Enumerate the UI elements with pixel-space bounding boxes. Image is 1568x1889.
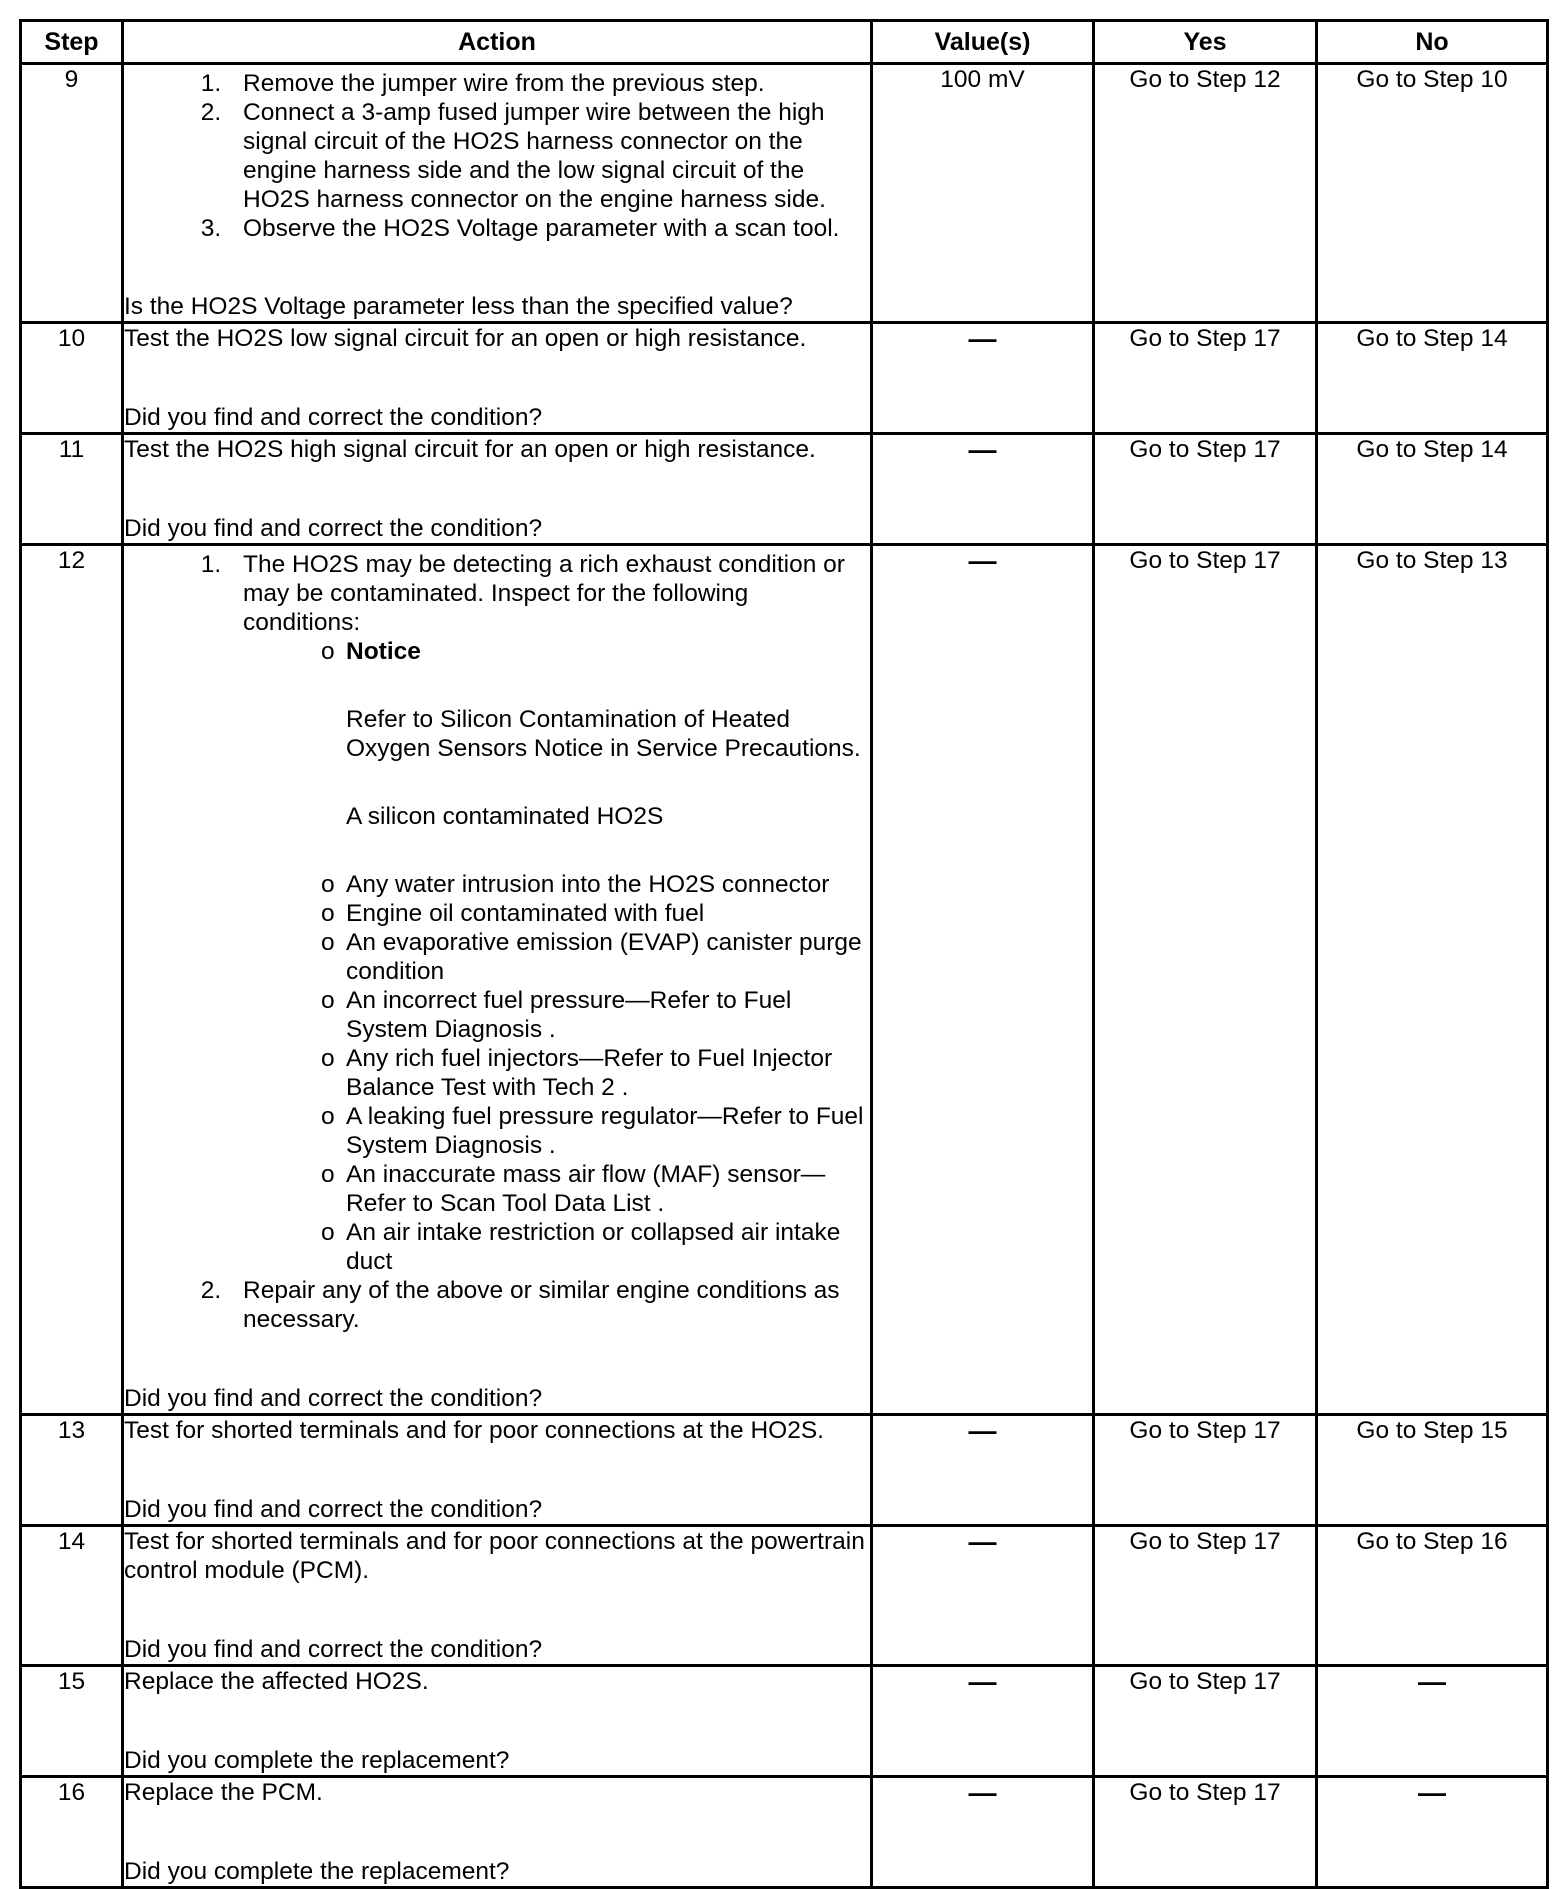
value-dash: — <box>968 1526 997 1557</box>
action-cell <box>123 1666 872 1777</box>
action-cell <box>123 1777 872 1888</box>
diagnostic-table <box>19 19 1549 1889</box>
header-values: Value(s) <box>872 21 1094 64</box>
header-step: Step <box>21 21 123 64</box>
action-step-text: The HO2S may be detecting a rich exhaust condition or may be contaminated. Inspect for the following conditions: <box>243 551 845 636</box>
value-cell: 100 mV <box>872 64 1094 323</box>
action-question: Did you find and correct the condition? <box>124 515 543 542</box>
value-cell <box>872 323 1094 434</box>
bullet: o <box>321 1219 335 1246</box>
action-cell <box>123 64 872 323</box>
condition-item <box>243 928 870 986</box>
condition-text: A leaking fuel pressure regulator—Refer to Fuel System Diagnosis . <box>346 1103 864 1159</box>
condition-text: An inaccurate mass air flow (MAF) sensor—Refer to Scan Tool Data List . <box>346 1161 826 1217</box>
bullet: o <box>321 871 335 898</box>
table-row <box>21 64 1548 323</box>
value-dash: — <box>968 323 997 354</box>
bullet: o <box>321 900 335 927</box>
action-cell <box>123 323 872 434</box>
notice-item-text: A silicon contaminated HO2S <box>346 803 664 830</box>
condition-list <box>243 637 870 1276</box>
no-cell: Go to Step 14 <box>1317 323 1548 434</box>
no-cell: Go to Step 14 <box>1317 434 1548 545</box>
bullet: o <box>321 638 335 665</box>
action-steps <box>124 550 870 1334</box>
bullet: o <box>321 929 335 956</box>
value-cell <box>872 1777 1094 1888</box>
action-question: Did you find and correct the condition? <box>124 404 543 431</box>
yes-cell: Go to Step 17 <box>1094 323 1317 434</box>
value-cell <box>872 434 1094 545</box>
condition-item <box>243 1044 870 1102</box>
table-row <box>21 323 1548 434</box>
step-number: 11 <box>21 434 123 545</box>
yes-cell: Go to Step 17 <box>1094 1777 1317 1888</box>
header-row <box>21 21 1548 64</box>
condition-text: An evaporative emission (EVAP) canister purge condition <box>346 929 862 985</box>
action-cell <box>123 1526 872 1666</box>
no-dash: — <box>1418 1666 1446 1697</box>
value-cell <box>872 1526 1094 1666</box>
bullet: o <box>321 987 335 1014</box>
action-question: Did you complete the replacement? <box>124 1747 510 1774</box>
step-number: 9 <box>21 64 123 323</box>
header-no: No <box>1317 21 1548 64</box>
condition-item <box>243 1160 870 1218</box>
action-cell <box>123 1415 872 1526</box>
table-row <box>21 545 1548 1415</box>
step-number: 13 <box>21 1415 123 1526</box>
action-text: Test the HO2S low signal circuit for an open or high resistance. <box>124 325 807 352</box>
no-cell <box>1317 1777 1548 1888</box>
notice-title: Notice <box>346 638 421 665</box>
value-dash: — <box>968 434 997 465</box>
action-step <box>228 550 870 1276</box>
yes-cell: Go to Step 17 <box>1094 434 1317 545</box>
yes-cell: Go to Step 17 <box>1094 1526 1317 1666</box>
action-steps <box>124 69 870 243</box>
action-cell <box>123 434 872 545</box>
notice-item <box>243 637 870 831</box>
value-dash: — <box>968 545 997 576</box>
condition-item <box>243 870 870 899</box>
action-step: 1. Remove the jumper wire from the previous step. <box>228 69 870 98</box>
value-dash: — <box>968 1415 997 1446</box>
value-cell <box>872 1415 1094 1526</box>
step-number: 10 <box>21 323 123 434</box>
no-cell: Go to Step 16 <box>1317 1526 1548 1666</box>
bullet: o <box>321 1103 335 1130</box>
table-row <box>21 434 1548 545</box>
no-cell: Go to Step 13 <box>1317 545 1548 1415</box>
table-row <box>21 1415 1548 1526</box>
no-dash: — <box>1418 1777 1446 1808</box>
step-number: 15 <box>21 1666 123 1777</box>
table-row <box>21 1666 1548 1777</box>
action-text: Test the HO2S high signal circuit for an open or high resistance. <box>124 436 816 463</box>
condition-item <box>243 1218 870 1276</box>
yes-cell: Go to Step 12 <box>1094 64 1317 323</box>
value-dash: — <box>968 1666 997 1697</box>
action-cell <box>123 545 872 1415</box>
condition-text: An incorrect fuel pressure—Refer to Fuel System Diagnosis . <box>346 987 792 1043</box>
condition-text: An air intake restriction or collapsed air intake duct <box>346 1219 841 1275</box>
value-cell <box>872 545 1094 1415</box>
no-cell <box>1317 1666 1548 1777</box>
yes-cell: Go to Step 17 <box>1094 1666 1317 1777</box>
bullet: o <box>321 1161 335 1188</box>
action-step: 2. Repair any of the above or similar engine conditions as necessary. <box>228 1276 870 1334</box>
action-text: Test for shorted terminals and for poor connections at the powertrain control module (PCM). <box>124 1528 865 1584</box>
action-step: 3. Observe the HO2S Voltage parameter with a scan tool. <box>228 214 870 243</box>
header-yes: Yes <box>1094 21 1317 64</box>
action-question: Did you find and correct the condition? <box>124 1496 543 1523</box>
value-cell <box>872 1666 1094 1777</box>
condition-item <box>243 986 870 1044</box>
condition-text: Any water intrusion into the HO2S connector <box>346 871 830 898</box>
condition-text: Engine oil contaminated with fuel <box>346 900 705 927</box>
condition-text: Any rich fuel injectors—Refer to Fuel Injector Balance Test with Tech 2 . <box>346 1045 833 1101</box>
condition-item <box>243 899 870 928</box>
step-number: 12 <box>21 545 123 1415</box>
yes-cell: Go to Step 17 <box>1094 545 1317 1415</box>
action-question: Did you find and correct the condition? <box>124 1385 543 1412</box>
action-question: Did you find and correct the condition? <box>124 1636 543 1663</box>
action-question: Is the HO2S Voltage parameter less than the specified value? <box>124 293 793 320</box>
no-cell: Go to Step 10 <box>1317 64 1548 323</box>
bullet: o <box>321 1045 335 1072</box>
action-step: 2. Connect a 3-amp fused jumper wire between the high signal circuit of the HO2S harness connector on the engine harness side and the low signal circuit of the HO2S harness connector on the engine harness side. <box>228 98 870 214</box>
value-dash: — <box>968 1777 997 1808</box>
no-cell: Go to Step 15 <box>1317 1415 1548 1526</box>
step-number: 14 <box>21 1526 123 1666</box>
table-row <box>21 1777 1548 1888</box>
notice-text: Refer to Silicon Contamination of Heated Oxygen Sensors Notice in Service Precautions. <box>346 706 861 762</box>
action-question: Did you complete the replacement? <box>124 1858 510 1885</box>
table-row <box>21 1526 1548 1666</box>
action-text: Test for shorted terminals and for poor connections at the HO2S. <box>124 1417 824 1444</box>
header-action: Action <box>123 21 872 64</box>
step-number: 16 <box>21 1777 123 1888</box>
action-text: Replace the affected HO2S. <box>124 1668 429 1695</box>
action-text: Replace the PCM. <box>124 1779 323 1806</box>
condition-item <box>243 1102 870 1160</box>
yes-cell: Go to Step 17 <box>1094 1415 1317 1526</box>
